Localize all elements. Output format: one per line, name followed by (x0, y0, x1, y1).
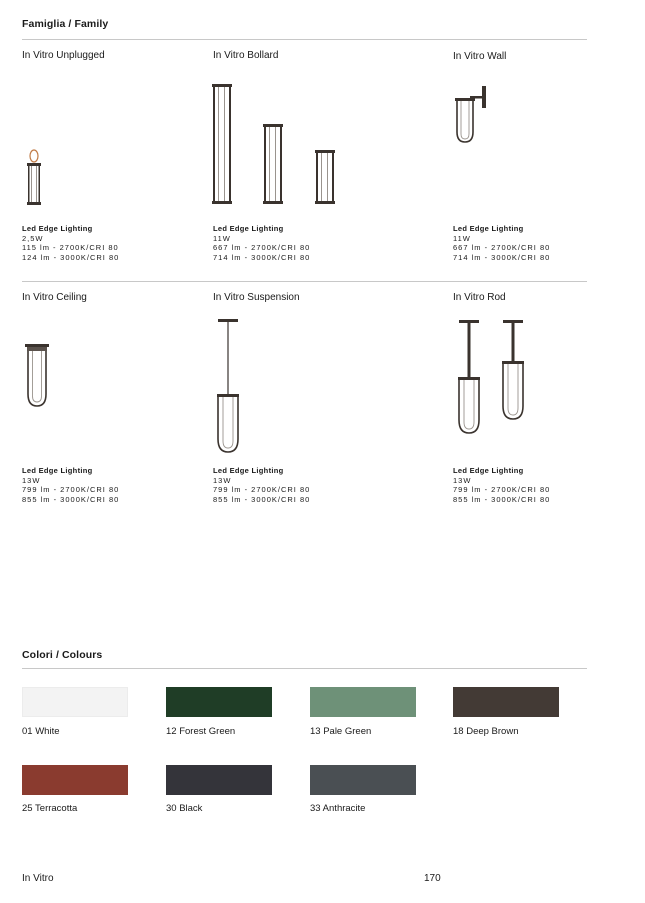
swatch-deep-brown (453, 687, 559, 717)
spec-power: 11W (213, 233, 231, 243)
spec-lumen-2700: 799 lm - 2700K/CRI 80 (213, 485, 311, 495)
product-name-wall: In Vitro Wall (453, 51, 507, 62)
page-number: 170 (424, 873, 441, 884)
spec-label: Led Edge Lighting (213, 224, 284, 233)
colours-section-title: Colori / Colours (22, 649, 103, 661)
spec-lumen-3000: 124 lm - 3000K/CRI 80 (22, 252, 120, 262)
suspension-lamp-drawing (214, 319, 242, 455)
spec-block-rod (453, 466, 550, 504)
spec-lumen-2700: 799 lm - 2700K/CRI 80 (453, 485, 551, 495)
spec-label: Led Edge Lighting (453, 224, 524, 233)
spec-lumen-2700: 667 lm - 2700K/CRI 80 (453, 243, 551, 253)
spec-lumen-3000: 714 lm - 3000K/CRI 80 (213, 252, 311, 262)
product-name-rod: In Vitro Rod (453, 292, 506, 303)
spec-lumen-2700: 115 lm - 2700K/CRI 80 (22, 243, 119, 253)
row-divider (22, 281, 587, 282)
spec-power: 11W (453, 233, 471, 243)
spec-label: Led Edge Lighting (213, 466, 284, 475)
swatch-anthracite (310, 765, 416, 795)
product-name-bollard: In Vitro Bollard (213, 50, 279, 61)
rod-lamp-drawing (456, 320, 528, 436)
swatch-label-pale-green: 13 Pale Green (310, 726, 372, 737)
colours-divider (22, 668, 587, 669)
bollard-drawing (209, 84, 339, 206)
swatch-pale-green (310, 687, 416, 717)
swatch-label-deep-brown: 18 Deep Brown (453, 726, 519, 737)
spec-power: 2,5W (22, 233, 44, 243)
portable-lantern-drawing (22, 148, 46, 206)
swatch-label-terracotta: 25 Terracotta (22, 803, 78, 814)
swatch-terracotta (22, 765, 128, 795)
spec-power: 13W (453, 475, 472, 485)
ceiling-lamp-drawing (24, 344, 50, 408)
spec-block-wall (453, 224, 550, 262)
swatch-white (22, 687, 128, 717)
swatch-forest-green (166, 687, 272, 717)
spec-block-suspension (213, 466, 310, 504)
family-section-title: Famiglia / Family (22, 18, 109, 30)
swatch-label-anthracite: 33 Anthracite (310, 803, 366, 814)
spec-block-unplugged (22, 224, 119, 262)
product-name-suspension: In Vitro Suspension (213, 292, 300, 303)
spec-block-bollard (213, 224, 310, 262)
spec-lumen-2700: 799 lm - 2700K/CRI 80 (22, 485, 120, 495)
spec-block-ceiling (22, 466, 119, 504)
footer-collection-name: In Vitro (22, 873, 54, 884)
spec-power: 13W (213, 475, 232, 485)
product-name-ceiling: In Vitro Ceiling (22, 292, 87, 303)
spec-lumen-3000: 855 lm - 3000K/CRI 80 (213, 494, 311, 504)
spec-lumen-2700: 667 lm - 2700K/CRI 80 (213, 243, 311, 253)
swatch-black (166, 765, 272, 795)
spec-label: Led Edge Lighting (22, 224, 93, 233)
spec-lumen-3000: 855 lm - 3000K/CRI 80 (453, 494, 551, 504)
swatch-label-white: 01 White (22, 726, 60, 737)
spec-label: Led Edge Lighting (453, 466, 524, 475)
spec-lumen-3000: 714 lm - 3000K/CRI 80 (453, 252, 551, 262)
spec-lumen-3000: 855 lm - 3000K/CRI 80 (22, 494, 120, 504)
spec-power: 13W (22, 475, 41, 485)
spec-label: Led Edge Lighting (22, 466, 93, 475)
swatch-label-forest-green: 12 Forest Green (166, 726, 236, 737)
wall-lamp-drawing (452, 86, 492, 146)
family-divider (22, 39, 587, 40)
swatch-label-black: 30 Black (166, 803, 203, 814)
product-name-unplugged: In Vitro Unplugged (22, 50, 105, 61)
